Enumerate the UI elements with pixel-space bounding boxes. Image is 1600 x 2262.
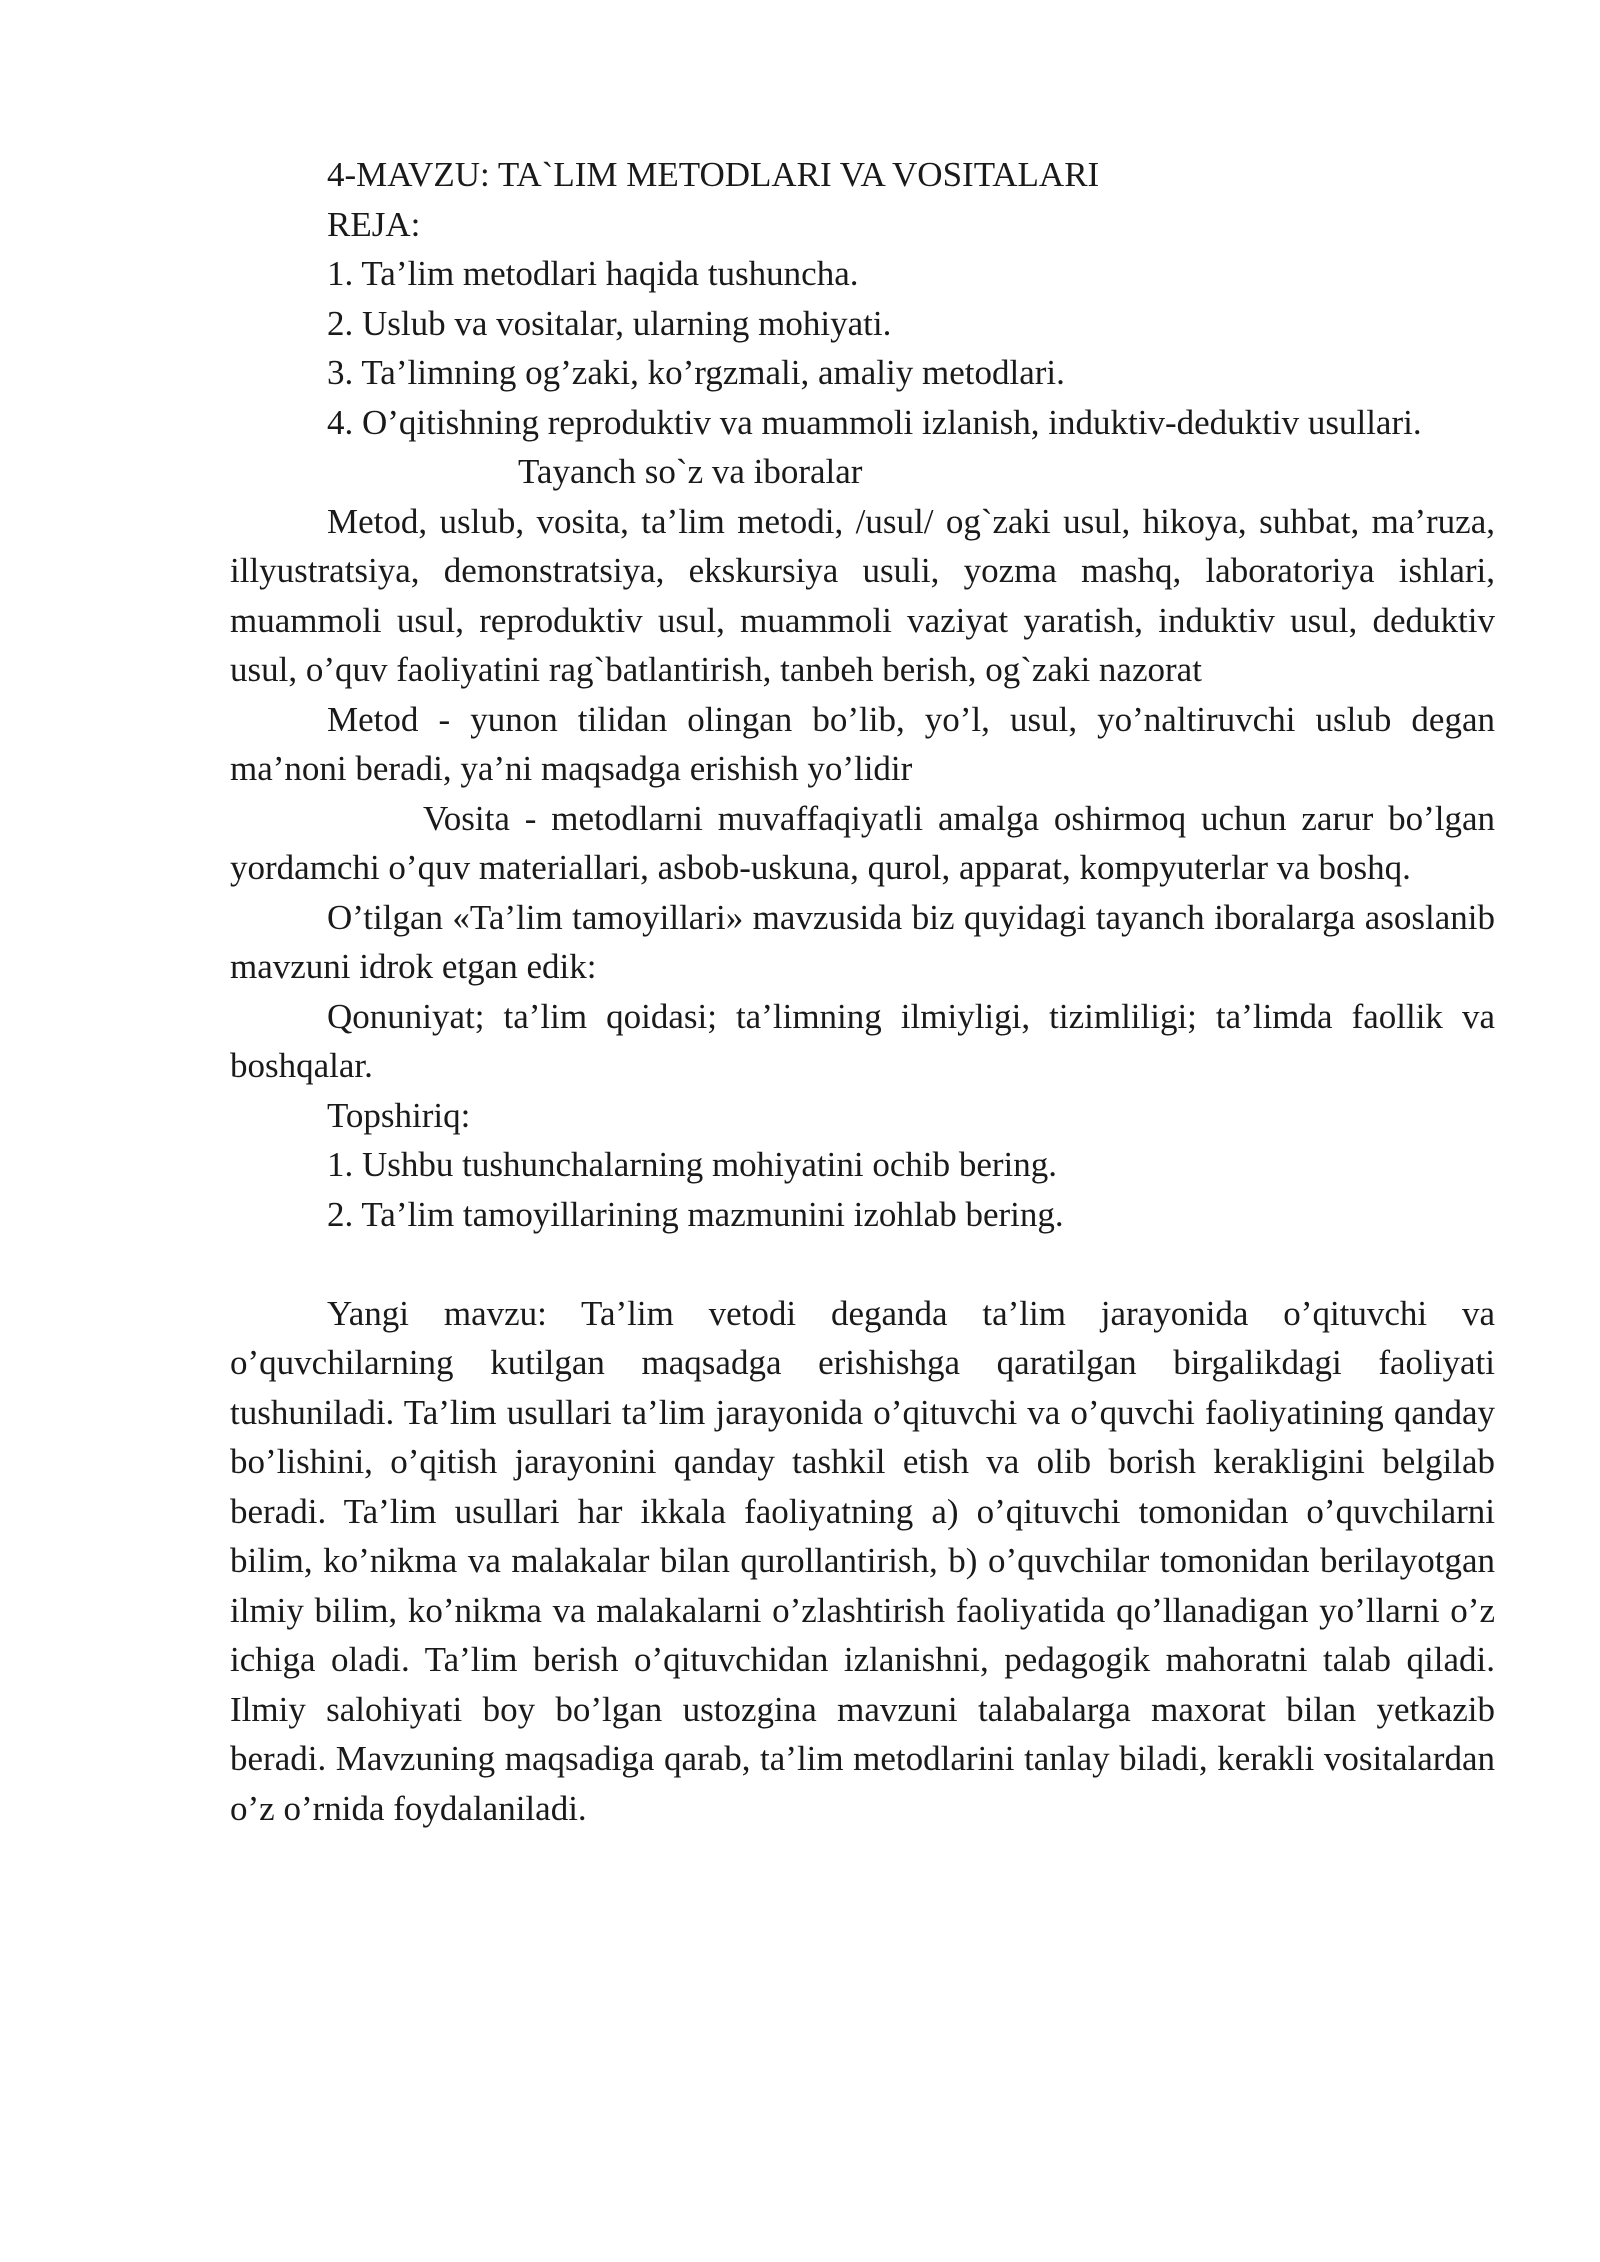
new-topic-paragraph: Yangi mavzu: Ta’lim vetodi deganda ta’lim jarayonida o’qituvchi va o’quvchilarning kutilgan maqsadga erishishga qaratilgan birgalikdagi faoliyati tushuniladi. Ta’lim usullari ta’lim jarayonida o’qituvchi va o’quvchi faoliyatining qanday bo’lishini, o’qitish jarayonini qanday tashkil etish va olib borish kerakligini belgilab beradi. Ta’lim usullari har ikkala faoliyatning a) o’qituvchi tomonidan o’quvchilarni bilim, ko’nikma va malakalar bilan qurollantirish, b) o’quvchilar tomonidan berilayotgan ilmiy bilim, ko’nikma va malakalarni o’zlashtirish faoliyatida qo’llanadigan yo’llarni o’z ichiga oladi. Ta’lim berish o’qituvchidan izlanishni, pedagogik mahoratni talab qiladi. Ilmiy salohiyati boy bo’lgan ustozgina mavzuni talabalarga maxorat bilan yetkazib beradi. Mavzuning maqsadiga qarab, ta’lim metodlarini tanlay biladi, kerakli vositalardan o’z o’rnida foydalaniladi. [230, 1293, 1495, 1828]
plan-item: 3. Ta’limning og’zaki, ko’rgzmali, amaliy metodlari. [327, 353, 1065, 392]
task-heading: Topshiriq: [327, 1095, 471, 1135]
previous-topic-paragraph: O’tilgan «Ta’lim tamoyillari» mavzusida biz quyidagi tayanch iboralarga asoslanib mavzuni idrok etgan edik: [230, 897, 1495, 986]
metod-definition-paragraph: Metod - yunon tilidan olingan bo’lib, yo’l, usul, yo’naltiruvchi uslub degan ma’noni beradi, ya’ni maqsadga erishish yo’lidir [230, 699, 1495, 788]
task-item: 1. Ushbu tushunchalarning mohiyatini ochib bering. [327, 1145, 1058, 1184]
plan-item: 1. Ta’lim metodlari haqida tushuncha. [327, 254, 859, 293]
plan-heading: REJA: [327, 204, 421, 244]
plan-item: 4. O’qitishning reproduktiv va muammoli izlanish, induktiv-deduktiv usullari. [327, 402, 1422, 442]
blank-line [230, 1239, 1495, 1289]
vosita-definition-paragraph: Vosita - metodlarni muvaffaqiyatli amalga oshirmoq uchun zarur bo’lgan yordamchi o’quv materiallari, asbob-uskuna, qurol, apparat, kompyuterlar va boshq. [230, 798, 1495, 887]
plan-item: 2. Uslub va vositalar, ularning mohiyati. [327, 303, 892, 343]
previous-terms-paragraph: Qonuniyat; ta’lim qoidasi; ta’limning ilmiyligi, tizimliligi; ta’limda faollik va boshqalar. [230, 996, 1495, 1085]
document-page [230, 150, 1495, 1833]
keywords-heading: Tayanch so`z va iboralar [518, 452, 863, 491]
task-item: 2. Ta’lim tamoyillarining mazmunini izohlab bering. [327, 1194, 1064, 1234]
document-title: 4-MAVZU: TA`LIM METODLARI VA VOSITALARI [327, 155, 1100, 194]
keywords-paragraph: Metod, uslub, vosita, ta’lim metodi, /usul/ og`zaki usul, hikoya, suhbat, ma’ruza, illyustratsiya, demonstratsiya, ekskursiya usuli, yozma mashq, laboratoriya ishlari, muammoli usul, reproduktiv usul, muammoli vaziyat yaratish, induktiv usul, deduktiv usul, o’quv faoliyatini rag`batlantirish, tanbeh berish, og`zaki nazorat [230, 501, 1495, 689]
